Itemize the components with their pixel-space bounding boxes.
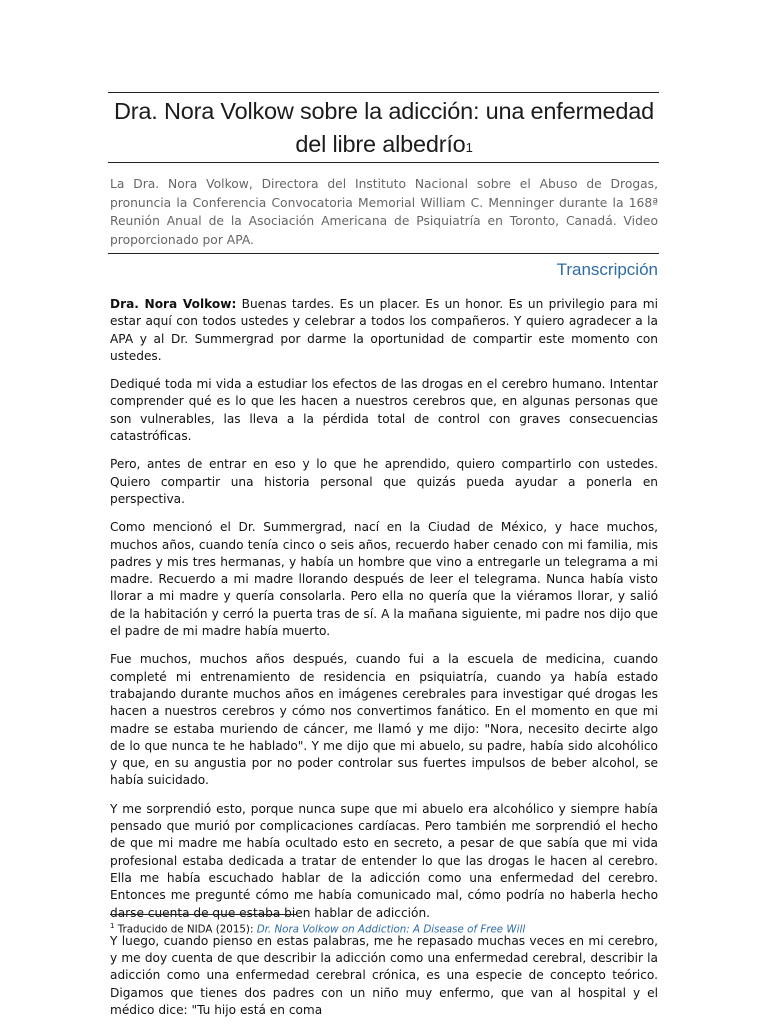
paragraph: Y me sorprendió esto, porque nunca supe que mi abuelo era alcohólico y siempre había pensado que murió por complicaciones cardíacas. Pero también me sorprendió el hecho de que mi madre me había ocultado esto en secreto, a pesar de que sabía que mi vida profesional estaba dedicada a tratar de entender lo que las drogas le hacen al cerebro. Ella me había escuchado hablar de la adicción como una enfermedad del cerebro. Entonces me pregunté cómo me había comunicado mal, cómo podría no haberla hecho darse cuenta de que estaba bien hablar de adicción.: [110, 801, 658, 920]
paragraph: Como mencionó el Dr. Summergrad, nací en la Ciudad de México, y hace muchos, muchos años, cuando tenía cinco o seis años, recuerdo haber cenado con mi familia, mis padres y mis tres hermanas, y había un hombre que vino a entregarle un telegrama a mi madre. Recuerdo a mi madre llorando después de leer el telegrama. Nunca había visto llorar a mi madre y quería consolarla. Pero ella no quería que la viéramos llorar, y salió de la habitación y cerró la puerta tras de sí. A la mañana siguiente, mi padre nos dijo que el padre de mi madre había muerto.: [110, 520, 658, 639]
paragraph: [110, 296, 658, 365]
footnote-separator: [110, 914, 296, 915]
paragraph: Dediqué toda mi vida a estudiar los efectos de las drogas en el cerebro humano. Intentar comprender qué es lo que les hacen a nuestros cerebros que, en algunas personas que son vulnerables, las lleva a la pérdida total de control con graves consecuencias catastróficas.: [110, 377, 658, 444]
speaker-label: Dra. Nora Volkow:: [110, 297, 237, 311]
footnote: [110, 922, 658, 935]
abstract-rule: [108, 253, 659, 254]
title-top-rule: [108, 92, 659, 93]
title-footnote-mark[interactable]: 1: [465, 140, 473, 155]
footnote-prefix: Traducido de NIDA (2015):: [114, 923, 257, 936]
footnote-link[interactable]: Dr. Nora Volkow on Addiction: A Disease of Free Will: [256, 923, 526, 936]
paragraph-text: Buenas tardes. Es un placer. Es un honor. Es un privilegio para mi estar aquí con todos ustedes y celebrar a todos los compañeros. Y quiero agradecer a la APA y al Dr. Summergrad por darme la oportunidad de compartir este momento con ustedes.: [110, 297, 658, 363]
document-title: [100, 95, 668, 161]
paragraph: Fue muchos, muchos años después, cuando fui a la escuela de medicina, cuando completé mi entrenamiento de residencia en psiquiatría, cuando ya había estado trabajando durante muchos años en imágenes cerebrales para investigar qué drogas les hacen a nuestros cerebros y cómo nos convertimos fanático. En el momento en que mi madre se estaba muriendo de cáncer, me llamó y me dijo: "Nora, necesito decirte algo de lo que nunca te he hablado". Y me dijo que mi abuelo, su padre, había sido alcohólico y que, en su angustia por no poder controlar sus fuertes impulsos de beber alcohol, se había suicidado.: [110, 652, 658, 788]
transcript-body: [110, 296, 658, 1030]
paragraph: Y luego, cuando pienso en estas palabras, me he repasado muchas veces en mi cerebro, y me doy cuenta de que describir la adicción como una enfermedad cerebral, describir la adicción como una enfermedad cerebral crónica, es una especie de concepto teórico. Digamos que tienes dos padres con un niño muy enfermo, que van al hospital y el médico dice: "Tu hijo está en coma: [110, 933, 658, 1017]
abstract: La Dra. Nora Volkow, Directora del Instituto Nacional sobre el Abuso de Drogas, pronuncia la Conferencia Convocatoria Memorial William C. Menninger durante la 168ª Reunión Anual de la Asociación Americana de Psiquiatría en Toronto, Canadá. Video proporcionado por APA.: [110, 177, 658, 247]
footnote-mark: 1: [110, 922, 115, 930]
title-bottom-rule: [108, 162, 659, 163]
section-heading: Transcripción: [556, 260, 658, 279]
paragraph: Pero, antes de entrar en eso y lo que he aprendido, quiero compartirlo con ustedes. Quiero compartir una historia personal que quizás pueda ayudar a ponerla en perspectiva.: [110, 457, 658, 506]
title-text: Dra. Nora Volkow sobre la adicción: una enfermedad del libre albedrío: [114, 98, 654, 157]
